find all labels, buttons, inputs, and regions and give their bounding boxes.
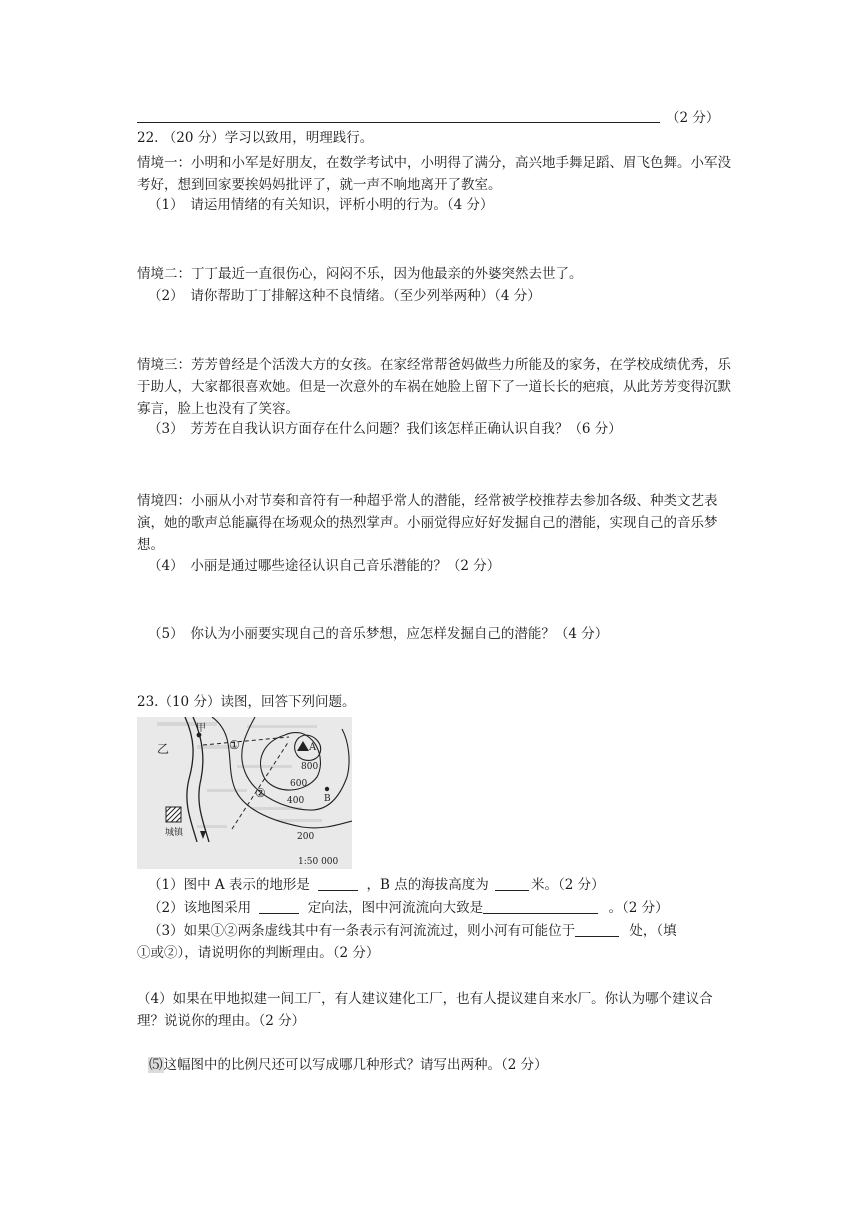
scenario-1-text: 情境一：小明和小军是好朋友，在数学考试中，小明得了满分，高兴地手舞足蹈、眉飞色舞。小军没考好，想到回家要挨妈妈批评了，就一声不响地离开了教室。 bbox=[137, 155, 731, 193]
q23-sub5 bbox=[148, 1057, 548, 1073]
q23-sub1 bbox=[148, 876, 605, 893]
scenario-4-text: 情境四：小丽从小对节奏和音符有一种超乎常人的潜能，经常被学校推荐去参加各级、种类文艺表演，她的歌声总能赢得在场观众的热烈掌声。小丽觉得应好好发掘自己的潜能，实现自己的音乐梦想。 bbox=[137, 493, 718, 553]
q23-sub1-part-b: ，B 点的海拔高度为 bbox=[366, 877, 489, 893]
q23-sub5-text: 这幅图中的比例尺还可以写成哪几种形式？请写出两种。（2 分） bbox=[163, 1057, 548, 1073]
q23-sub1-part-c: 米。（2 分） bbox=[531, 877, 605, 893]
q22-sub2: （2） 请你帮助丁丁排解这种不良情绪。（至少列举两种）（4 分） bbox=[148, 288, 541, 304]
contour-label-400: 400 bbox=[287, 796, 305, 806]
contour-map bbox=[137, 717, 352, 869]
answer-line bbox=[137, 122, 660, 123]
q23-sub5-marker: ⑸ bbox=[149, 1057, 163, 1073]
q23-sub2 bbox=[148, 899, 669, 916]
q22-sub4: （4） 小丽是通过哪些途径认识自己音乐潜能的？（2 分） bbox=[148, 558, 501, 574]
q23-title: 23.（10 分）读图，回答下列问题。 bbox=[137, 694, 356, 710]
q23-sub2-part-a: （2）该地图采用 bbox=[148, 900, 252, 916]
q23-sub3-blank bbox=[575, 922, 619, 937]
map-scale: 1:50 000 bbox=[298, 857, 339, 867]
q23-sub4: （4）如果在甲地拟建一间工厂，有人建议建化工厂，也有人提议建自来水厂。你认为哪个建议合理？说说你的理由。（2 分） bbox=[137, 991, 713, 1029]
map-label-town: 城镇 bbox=[165, 828, 184, 838]
map-label-circle1: ① bbox=[229, 738, 240, 752]
q22-sub1: （1） 请运用情绪的有关知识，评析小明的行为。（4 分） bbox=[148, 197, 494, 213]
scenario-3-text: 情境三：芳芳曾经是个活泼大方的女孩。在家经常帮爸妈做些力所能及的家务，在学校成绩优秀，乐于助人，大家都很喜欢她。但是一次意外的车祸在她脸上留下了一道长长的疤痕，从此芳芳变得沉默寡言，脸上也没有了笑容。 bbox=[137, 357, 731, 417]
scenario-2-text: 情境二：丁丁最近一直很伤心，闷闷不乐，因为他最亲的外婆突然去世了。 bbox=[137, 266, 583, 282]
q23-sub3-line2: ①或②），请说明你的判断理由。（2 分） bbox=[137, 945, 380, 961]
map-label-yi: 乙 bbox=[157, 742, 170, 756]
q22-sub3: （3） 芳芳在自我认识方面存在什么问题？我们该怎样正确认识自我？（6 分） bbox=[148, 421, 622, 437]
q22-title: 22. （20 分）学习以致用，明理践行。 bbox=[137, 130, 374, 146]
points-label: （2 分） bbox=[666, 110, 720, 126]
q23-sub3-part-b: 处，（填 bbox=[629, 923, 677, 939]
q23-sub2-blank-2 bbox=[483, 899, 598, 914]
q22-sub5: （5） 你认为小丽要实现自己的音乐梦想，应怎样发掘自己的潜能？（4 分） bbox=[148, 626, 609, 642]
map-label-circle2: ② bbox=[255, 786, 266, 800]
contour-label-200: 200 bbox=[297, 832, 315, 842]
q23-sub3-part-a: （3）如果①②两条虚线其中有一条表示有河流流过，则小河有可能位于 bbox=[148, 923, 576, 939]
q23-sub2-part-b: 定向法，图中河流流向大致是 bbox=[307, 900, 484, 916]
q23-sub1-blank-1 bbox=[318, 876, 358, 891]
contour-label-600: 600 bbox=[290, 779, 308, 789]
q23-sub1-blank-2 bbox=[495, 876, 529, 891]
map-label-jia: 甲 bbox=[196, 723, 206, 734]
contour-label-800: 800 bbox=[301, 762, 319, 772]
q23-sub2-part-c: 。（2 分） bbox=[608, 900, 669, 916]
q23-sub1-part-a: （1）图中 A 表示的地形是 bbox=[148, 877, 310, 893]
q23-sub2-blank-1 bbox=[259, 899, 299, 914]
q23-sub3 bbox=[148, 922, 677, 939]
map-label-a: A bbox=[309, 742, 317, 753]
map-label-b: B bbox=[324, 794, 331, 804]
